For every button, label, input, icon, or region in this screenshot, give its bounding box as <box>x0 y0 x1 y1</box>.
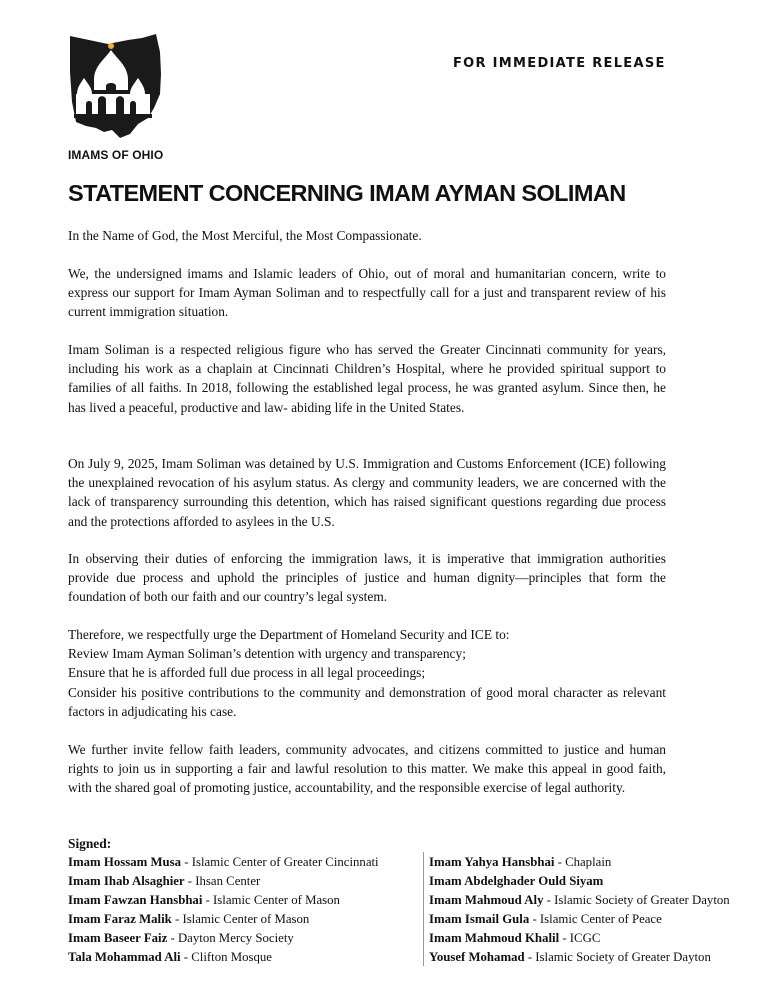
signer-name: Imam Hossam Musa <box>68 855 182 869</box>
signature-row <box>68 948 379 967</box>
signatures-right-column <box>429 853 730 967</box>
paragraph-5-text: We further invite fellow faith leaders, community advocates, and citizens committed to justice and human rights to join us in supporting a fair and lawful resolution to this matter. We make this appeal in good faith, with the shared goal of promoting justice, accountability, and the responsible exercise of legal authority. <box>68 742 666 796</box>
signer-name: Imam Mahmoud Aly <box>429 893 544 907</box>
signature-row <box>429 872 730 891</box>
paragraph-5 <box>68 740 666 798</box>
signer-org: - ICGC <box>559 931 601 945</box>
signer-org: - Islamic Society of Greater Dayton <box>524 950 711 964</box>
paragraph-2 <box>68 340 666 417</box>
urge-item: Review Imam Ayman Soliman’s detention with urgency and transparency; <box>68 646 466 662</box>
signature-row <box>429 948 730 967</box>
signer-name: Imam Baseer Faiz <box>68 931 168 945</box>
signer-name: Imam Ihab Alsaghier <box>68 874 185 888</box>
signer-org: - Islamic Center of Mason <box>202 893 340 907</box>
signer-name: Imam Fawzan Hansbhai <box>68 893 203 907</box>
signer-name: Imam Abdelghader Ould Siyam <box>429 874 604 888</box>
opening-text: In the Name of God, the Most Merciful, the Most Compassionate. <box>68 228 422 243</box>
paragraph-4-text: In observing their duties of enforcing the immigration laws, it is imperative that immigration authorities provide due process and uphold the principles of justice and human dignity—principles that form the foundation of both our faith and our country’s legal system. <box>68 551 666 605</box>
urge-intro: Therefore, we respectfully urge the Department of Homeland Security and ICE to: <box>68 627 510 642</box>
signature-row <box>68 872 379 891</box>
signatures-left-column <box>68 853 379 967</box>
paragraph-1-text: We, the undersigned imams and Islamic leaders of Ohio, out of moral and humanitarian concern, write to express our support for Imam Ayman Soliman and to respectfully call for a just and transparent review of his current immigration situation. <box>68 266 666 320</box>
opening-line <box>68 226 666 245</box>
signature-row <box>68 891 379 910</box>
urge-item: Ensure that he is afforded full due process in all legal proceedings; <box>68 665 426 681</box>
signature-row <box>429 929 730 948</box>
ohio-mosque-logo-icon <box>68 32 166 140</box>
release-label: FOR IMMEDIATE RELEASE <box>453 56 666 71</box>
signer-org: - Islamic Center of Greater Cincinnati <box>181 855 379 869</box>
signature-row <box>68 910 379 929</box>
signature-divider <box>423 852 424 966</box>
paragraph-1 <box>68 264 666 322</box>
signature-row <box>68 929 379 948</box>
signer-org: - Ihsan Center <box>184 874 261 888</box>
signature-row <box>429 891 730 910</box>
signed-label: Signed: <box>68 836 112 851</box>
signer-org: - Islamic Society of Greater Dayton <box>543 893 730 907</box>
paragraph-4 <box>68 549 666 607</box>
organization-name: IMAMS OF OHIO <box>68 148 164 162</box>
urge-item: Consider his positive contributions to the community and demonstration of good moral character as relevant factors in adjudicating his case. <box>68 684 666 719</box>
signature-row <box>68 853 379 872</box>
urge-section <box>68 625 666 721</box>
signer-org: - Clifton Mosque <box>180 950 272 964</box>
signer-org: - Dayton Mercy Society <box>167 931 294 945</box>
document-title: STATEMENT CONCERNING IMAM AYMAN SOLIMAN <box>68 180 626 206</box>
signature-row <box>429 910 730 929</box>
signer-name: Imam Mahmoud Khalil <box>429 931 560 945</box>
signer-org: - Chaplain <box>554 855 612 869</box>
signer-name: Imam Ismail Gula <box>429 912 530 926</box>
signer-org: - Islamic Center of Peace <box>529 912 662 926</box>
signer-name: Tala Mohammad Ali <box>68 950 181 964</box>
signature-row <box>429 853 730 872</box>
signer-name: Yousef Mohamad <box>429 950 525 964</box>
signer-org: - Islamic Center of Mason <box>171 912 310 926</box>
signer-name: Imam Faraz Malik <box>68 912 172 926</box>
signer-name: Imam Yahya Hansbhai <box>429 855 555 869</box>
paragraph-2-text: Imam Soliman is a respected religious figure who has served the Greater Cincinnati community for years, including his work as a chaplain at Cincinnati Children’s Hospital, where he provided spiritual support to families of all faiths. In 2018, following the established legal process, he was granted asylum. Since then, he has lived a peaceful, productive and law- abiding life in the United States. <box>68 342 666 415</box>
paragraph-3-text: On July 9, 2025, Imam Soliman was detained by U.S. Immigration and Customs Enforcement (ICE) following the unexplained revocation of his asylum status. As clergy and community leaders, we are concerned with the lack of transparency surrounding this detention, which has raised significant questions regarding due process and the protections afforded to asylees in the U.S. <box>68 456 666 529</box>
paragraph-3 <box>68 454 666 531</box>
